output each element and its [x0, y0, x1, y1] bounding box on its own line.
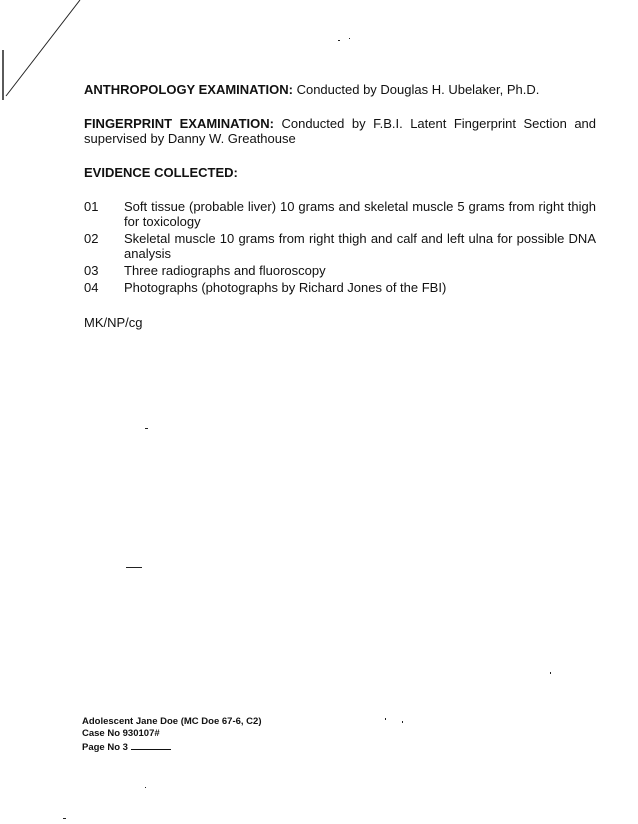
scan-speck	[338, 40, 340, 41]
scan-speck	[349, 38, 350, 39]
footer-page-number-row	[82, 740, 262, 754]
evidence-item	[84, 199, 596, 229]
evidence-heading: EVIDENCE COLLECTED:	[84, 165, 238, 180]
evidence-item-number: 02	[84, 231, 99, 246]
evidence-item-number: 04	[84, 280, 99, 295]
footer-case-number: Case No 930107#	[82, 728, 160, 739]
footer-case-title: Adolescent Jane Doe (MC Doe 67-6, C2)	[82, 716, 262, 727]
anthropology-section	[84, 82, 596, 97]
evidence-item	[84, 263, 596, 278]
evidence-item-text: Soft tissue (probable liver) 10 grams and skeletal muscle 5 grams from right thigh for toxicology	[124, 199, 596, 229]
evidence-item-text: Skeletal muscle 10 grams from right thigh and calf and left ulna for possible DNA analysis	[124, 231, 596, 261]
fingerprint-section	[84, 116, 596, 146]
evidence-item-text: Photographs (photographs by Richard Jones of the FBI)	[124, 280, 447, 295]
page-number-blank	[131, 740, 171, 750]
evidence-item	[84, 231, 596, 261]
footer-page-number: Page No 3	[82, 742, 128, 753]
typist-initials: MK/NP/cg	[84, 315, 143, 330]
fingerprint-label: FINGERPRINT EXAMINATION:	[84, 116, 274, 131]
scan-speck	[126, 567, 142, 568]
scan-speck	[550, 672, 551, 674]
scan-speck	[402, 721, 403, 723]
anthropology-text: Conducted by Douglas H. Ubelaker, Ph.D.	[292, 82, 540, 97]
evidence-item-number: 01	[84, 199, 99, 214]
evidence-item-text: Three radiographs and fluoroscopy	[124, 263, 326, 278]
scan-speck	[63, 818, 66, 819]
scan-speck	[385, 718, 386, 720]
anthropology-label: ANTHROPOLOGY EXAMINATION:	[84, 82, 293, 97]
scan-fold-mark	[0, 0, 90, 110]
scan-speck	[145, 428, 148, 429]
evidence-item	[84, 280, 596, 295]
fingerprint-text: Conducted by F.B.I. Latent Fingerprint Section and supervised by Danny W. Greathouse	[84, 116, 597, 146]
scan-speck	[145, 787, 146, 788]
page-footer	[82, 716, 262, 754]
evidence-item-number: 03	[84, 263, 99, 278]
evidence-list	[84, 199, 596, 295]
